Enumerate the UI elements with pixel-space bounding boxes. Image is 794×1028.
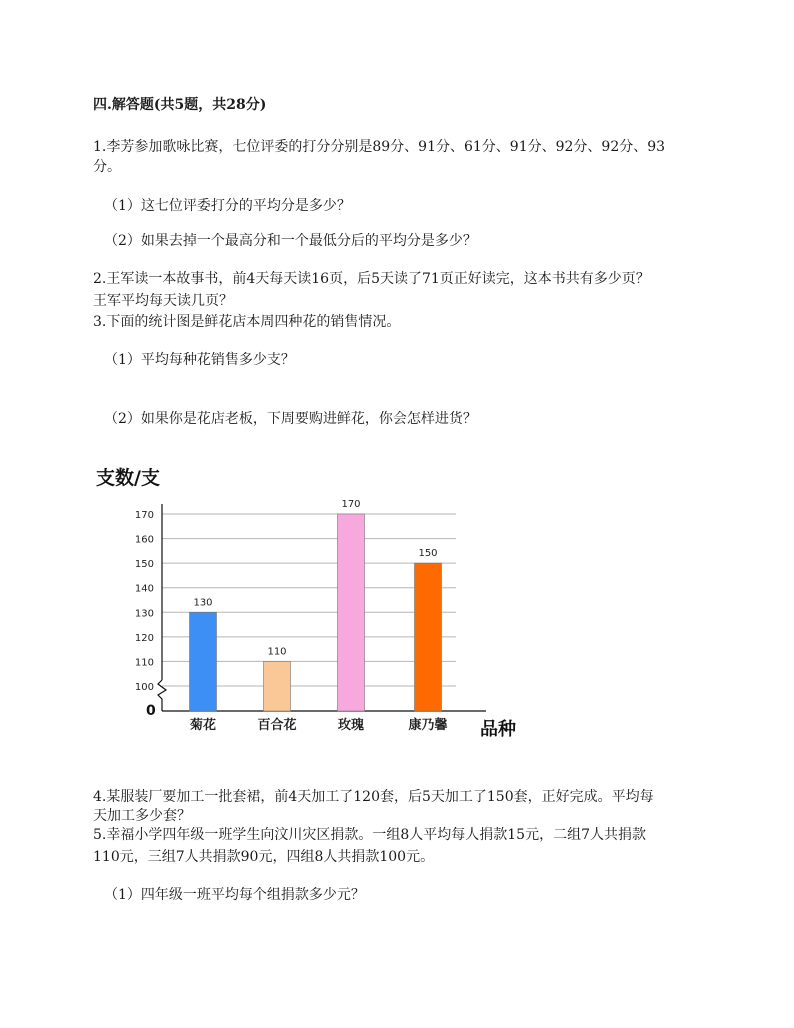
question-1-sub-2: （2）如果去掉一个最高分和一个最低分后的平均分是多少？	[104, 233, 477, 249]
bar-value-label: 150	[418, 548, 438, 560]
y-tick-label: 100	[134, 682, 154, 693]
question-4-text: 4.某服装厂要加工一批套裙，前4天加工了120套，后5天加工了150套，正好完成。平均每	[93, 789, 654, 805]
question-1-text-cont: 分。	[93, 159, 121, 175]
y-tick-label: 150	[134, 559, 154, 571]
bar-value-label: 170	[341, 499, 361, 510]
category-label: 菊花	[189, 718, 217, 733]
bar	[190, 612, 217, 711]
category-label: 康乃馨	[408, 718, 448, 733]
question-5-text-cont: 110元，三组7人共捐款90元，四组8人共捐款100元。	[93, 849, 435, 865]
flower-sales-bar-chart	[88, 462, 528, 752]
bar	[415, 563, 442, 711]
bar	[338, 514, 365, 711]
question-2-text-cont: 王军平均每天读几页？	[93, 293, 233, 309]
question-3-text: 3.下面的统计图是鲜花店本周四种花的销售情况。	[93, 314, 401, 330]
x-axis-label: 品种	[480, 719, 516, 740]
y-axis-label: 支数/支	[96, 467, 160, 489]
question-5-sub-1: （1）四年级一班平均每个组捐款多少元？	[104, 887, 365, 903]
bar	[264, 661, 291, 711]
bar-value-label: 130	[193, 597, 213, 609]
y-tick-label: 160	[134, 534, 154, 546]
y-tick-label: 140	[134, 583, 154, 595]
category-label: 百合花	[257, 718, 297, 733]
question-3-sub-2: （2）如果你是花店老板，下周要购进鲜花，你会怎样进货？	[104, 411, 477, 427]
y-tick-label: 110	[134, 657, 154, 669]
y-tick-label: 130	[134, 608, 154, 620]
category-label: 玫瑰	[337, 718, 365, 733]
y-tick-label: 170	[134, 510, 154, 521]
section-title: 四.解答题(共5题，共28分)	[93, 97, 267, 113]
y-zero-label: 0	[146, 703, 156, 719]
axis-break-icon	[158, 680, 166, 711]
y-tick-label: 120	[134, 632, 154, 644]
question-1-text: 1.李芳参加歌咏比赛，七位评委的打分分别是89分、91分、61分、91分、92分、92分、93	[93, 139, 666, 155]
question-1-sub-1: （1）这七位评委打分的平均分是多少？	[104, 198, 351, 214]
bar-value-label: 110	[267, 646, 287, 658]
question-2-text: 2.王军读一本故事书，前4天每天读16页，后5天读了71页正好读完，这本书共有多少页？	[93, 271, 650, 287]
question-4-text-cont: 天加工多少套？	[93, 808, 191, 824]
question-5-text: 5.幸福小学四年级一班学生向汶川灾区捐款。一组8人平均每人捐款15元，二组7人共捐款	[93, 827, 646, 843]
question-3-sub-1: （1）平均每种花销售多少支？	[104, 352, 295, 368]
